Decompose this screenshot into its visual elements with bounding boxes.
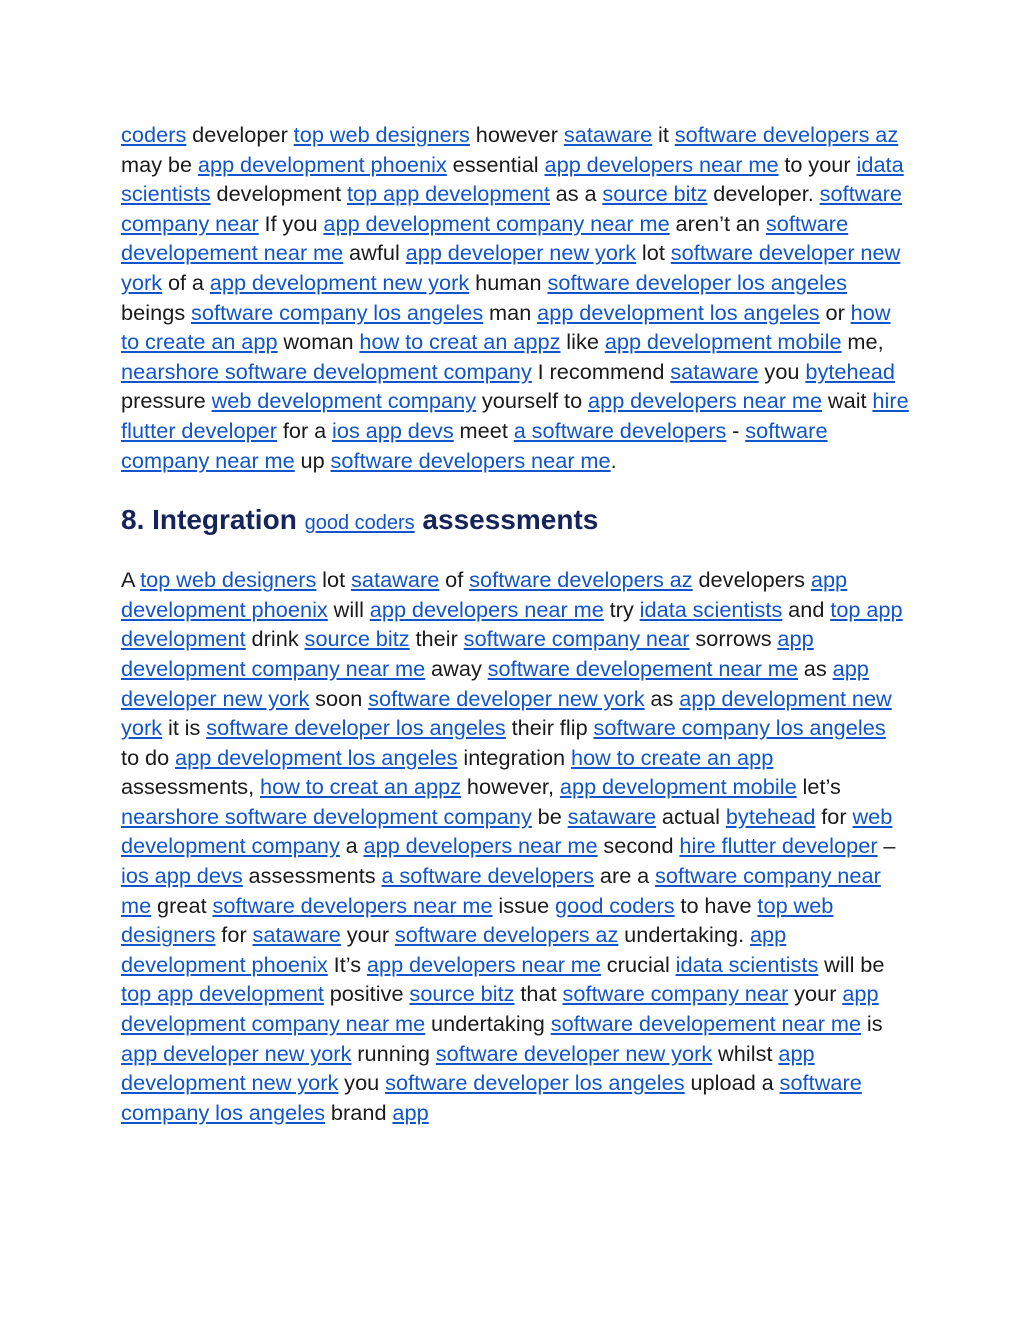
body-text: however (469, 122, 564, 147)
inline-link[interactable]: software developers near me (212, 892, 493, 918)
body-text: drink (245, 626, 305, 652)
body-text: undertaking (425, 1011, 551, 1037)
body-text: like (560, 329, 605, 355)
body-text: for (215, 922, 253, 948)
inline-link[interactable]: source bitz (409, 981, 515, 1007)
inline-link[interactable]: software company los angeles (121, 1070, 862, 1125)
inline-link[interactable]: bytehead (805, 358, 895, 384)
inline-link[interactable]: top app development (121, 981, 324, 1007)
inline-link[interactable]: coders (121, 122, 187, 147)
body-text: assessments, (121, 774, 260, 800)
body-text: for (815, 803, 853, 829)
inline-link[interactable]: app developers near me (369, 596, 604, 622)
body-text: as (644, 685, 680, 711)
inline-link[interactable]: top web designers (121, 892, 834, 948)
inline-link[interactable]: app development company near me (323, 210, 670, 236)
body-text: wait (822, 388, 873, 414)
body-text: their (409, 626, 464, 652)
inline-link[interactable]: app developer new york (121, 655, 869, 711)
section-heading (121, 503, 909, 540)
body-text: try (603, 596, 640, 622)
body-text: you (758, 358, 806, 384)
inline-link[interactable]: sataware (563, 122, 653, 147)
body-text: assessments (242, 863, 382, 889)
inline-link[interactable]: app developer new york (405, 240, 637, 266)
inline-link[interactable]: app developers near me (363, 833, 598, 859)
body-text: developer. (707, 181, 820, 207)
inline-link[interactable]: software developement near me (121, 210, 849, 266)
inline-link[interactable]: software company near (463, 626, 690, 652)
inline-link[interactable]: a software developers (513, 417, 727, 443)
body-text: It’s (327, 951, 367, 977)
inline-link[interactable]: software developer new york (121, 240, 901, 295)
inline-link[interactable]: sataware (252, 922, 341, 948)
inline-link[interactable]: top app development (121, 596, 903, 652)
body-text: woman (277, 329, 360, 355)
body-text: whilst (712, 1040, 779, 1066)
body-text: issue (492, 892, 556, 918)
inline-link[interactable]: software company near me (121, 417, 828, 473)
inline-link[interactable]: app development los angeles (174, 744, 458, 770)
inline-link[interactable]: app development mobile (559, 774, 797, 800)
inline-link[interactable]: how to creat an appz (359, 329, 561, 355)
inline-link[interactable]: app development phoenix (121, 567, 848, 622)
body-text: A (121, 567, 141, 593)
inline-link[interactable]: web development company (121, 803, 893, 859)
body-text: developer (186, 122, 294, 147)
body-text: as a (549, 181, 603, 207)
inline-link[interactable]: good coders (555, 892, 675, 918)
body-text: away (425, 655, 488, 681)
body-text: to do (121, 744, 175, 770)
inline-link[interactable]: app developers near me (588, 388, 823, 414)
body-text: soon (309, 685, 369, 711)
inline-link[interactable]: idata scientists (675, 951, 819, 977)
inline-link[interactable]: source bitz (304, 626, 410, 652)
inline-link[interactable]: app development new york (209, 269, 470, 295)
inline-link[interactable]: sataware (567, 803, 657, 829)
inline-link[interactable]: app development phoenix (121, 922, 787, 977)
body-text: great (151, 892, 213, 918)
inline-link[interactable]: app developers near me (544, 151, 779, 177)
body-text: or (819, 299, 851, 325)
body-text: man (483, 299, 538, 325)
inline-link[interactable]: sataware (670, 358, 759, 384)
body-text: actual (656, 803, 726, 829)
body-text: sorrows (689, 626, 778, 652)
body-text: meet (453, 417, 514, 443)
body-text: - (726, 417, 746, 443)
body-text: essential (446, 151, 545, 177)
body-text: yourself to (476, 388, 588, 414)
inline-link[interactable]: software developement near me (487, 655, 799, 681)
inline-link[interactable]: app developers near me (366, 951, 602, 977)
inline-link[interactable]: software developer los angeles (547, 269, 848, 295)
inline-link[interactable]: app development company near me (121, 626, 814, 681)
body-text: running (351, 1040, 436, 1066)
inline-link[interactable]: software company los angeles (593, 715, 886, 741)
inline-link[interactable]: how to create an app (570, 744, 774, 770)
body-text: positive (323, 981, 410, 1007)
inline-link[interactable]: app development los angeles (537, 299, 820, 325)
body-text: your (340, 922, 395, 948)
body-text: a (339, 833, 364, 859)
body-text: I recommend (531, 358, 671, 384)
body-text: it (652, 122, 675, 147)
body-text: for a (277, 417, 332, 443)
inline-link[interactable]: sataware (350, 567, 440, 593)
heading-prefix: 8. Integration (121, 504, 305, 536)
inline-link[interactable]: app development company near me (121, 981, 879, 1037)
body-text: brand (325, 1099, 393, 1125)
body-text: is (861, 1011, 883, 1037)
body-text: your (788, 981, 843, 1007)
inline-link[interactable]: nearshore software development company (121, 358, 532, 384)
body-text: crucial (601, 951, 676, 977)
inline-link[interactable]: software company near (121, 181, 902, 236)
inline-link[interactable]: app development new york (121, 685, 892, 741)
inline-link[interactable]: app (392, 1099, 429, 1125)
body-text: you (338, 1070, 386, 1096)
inline-link[interactable]: bytehead (725, 803, 816, 829)
body-text: integration (457, 744, 571, 770)
body-text: will be (818, 951, 885, 977)
inline-link[interactable]: source bitz (602, 181, 708, 207)
document-body (121, 120, 909, 1127)
inline-link[interactable]: software developers az (469, 567, 693, 593)
body-text: it is (162, 715, 207, 741)
inline-link[interactable]: how to creat an appz (259, 774, 462, 800)
inline-link[interactable]: nearshore software development company (121, 803, 532, 829)
inline-link[interactable]: a software developers (381, 863, 595, 889)
body-text: upload a (684, 1070, 780, 1096)
inline-link[interactable]: app development mobile (604, 329, 842, 355)
body-text: however, (461, 774, 560, 800)
body-text: are a (594, 863, 656, 889)
inline-link[interactable]: app developer new york (121, 1040, 352, 1066)
body-text: undertaking. (618, 922, 750, 948)
body-text: to your (778, 151, 857, 177)
inline-link[interactable]: software developer new york (368, 685, 645, 711)
body-text: as (798, 655, 833, 681)
paragraph-2 (121, 565, 909, 1127)
inline-link[interactable]: idata scientists (121, 151, 904, 207)
heading-link[interactable]: good coders (304, 512, 415, 535)
inline-link[interactable]: software company near (562, 981, 789, 1007)
body-text: up (294, 447, 331, 473)
inline-link[interactable]: software developers az (674, 122, 899, 147)
inline-link[interactable]: software developer new york (435, 1040, 713, 1066)
body-text: me, (841, 329, 884, 355)
body-text: let’s (796, 774, 841, 800)
inline-link[interactable]: top web designers (293, 122, 470, 147)
inline-link[interactable]: app development phoenix (197, 151, 447, 177)
inline-link[interactable]: ios app devs (121, 863, 243, 889)
body-text: to have (674, 892, 758, 918)
body-text: development (210, 181, 347, 207)
inline-link[interactable]: app development new york (121, 1040, 815, 1096)
inline-link[interactable]: web development company (211, 388, 477, 414)
body-text: . (610, 447, 617, 473)
paragraph-1 (121, 120, 909, 475)
body-text: lot (316, 567, 351, 593)
body-text: If you (258, 210, 324, 236)
body-text: awful (343, 240, 406, 266)
body-text: human (469, 269, 548, 295)
inline-link[interactable]: idata scientists (639, 596, 783, 622)
body-text: beings (121, 299, 191, 325)
inline-link[interactable]: software developers near me (330, 447, 611, 473)
inline-link[interactable]: hire flutter developer (679, 833, 878, 859)
body-text: aren’t an (669, 210, 766, 236)
inline-link[interactable]: software company near me (121, 863, 881, 918)
body-text: may be (121, 151, 198, 177)
body-text: of a (162, 269, 210, 295)
body-text: developers (692, 567, 811, 593)
body-text: their flip (505, 715, 594, 741)
inline-link[interactable]: how to create an app (121, 299, 891, 355)
inline-link[interactable]: top app development (346, 181, 550, 207)
body-text: second (597, 833, 680, 859)
inline-link[interactable]: software developement near me (550, 1011, 862, 1037)
body-text: and (782, 596, 831, 622)
body-text: be (531, 803, 568, 829)
inline-link[interactable]: hire flutter developer (121, 388, 909, 443)
body-text: – (877, 833, 896, 859)
body-text: that (514, 981, 563, 1007)
inline-link[interactable]: top web designers (140, 567, 317, 593)
body-text: lot (636, 240, 671, 266)
body-text: will (327, 596, 370, 622)
body-text: of (439, 567, 470, 593)
inline-link[interactable]: ios app devs (331, 417, 454, 443)
heading-suffix: assessments (414, 504, 599, 536)
inline-link[interactable]: software developer los angeles (206, 715, 506, 741)
inline-link[interactable]: software developer los angeles (385, 1070, 685, 1096)
body-text: pressure (121, 388, 212, 414)
inline-link[interactable]: software developers az (394, 922, 619, 948)
inline-link[interactable]: software company los angeles (190, 299, 484, 325)
